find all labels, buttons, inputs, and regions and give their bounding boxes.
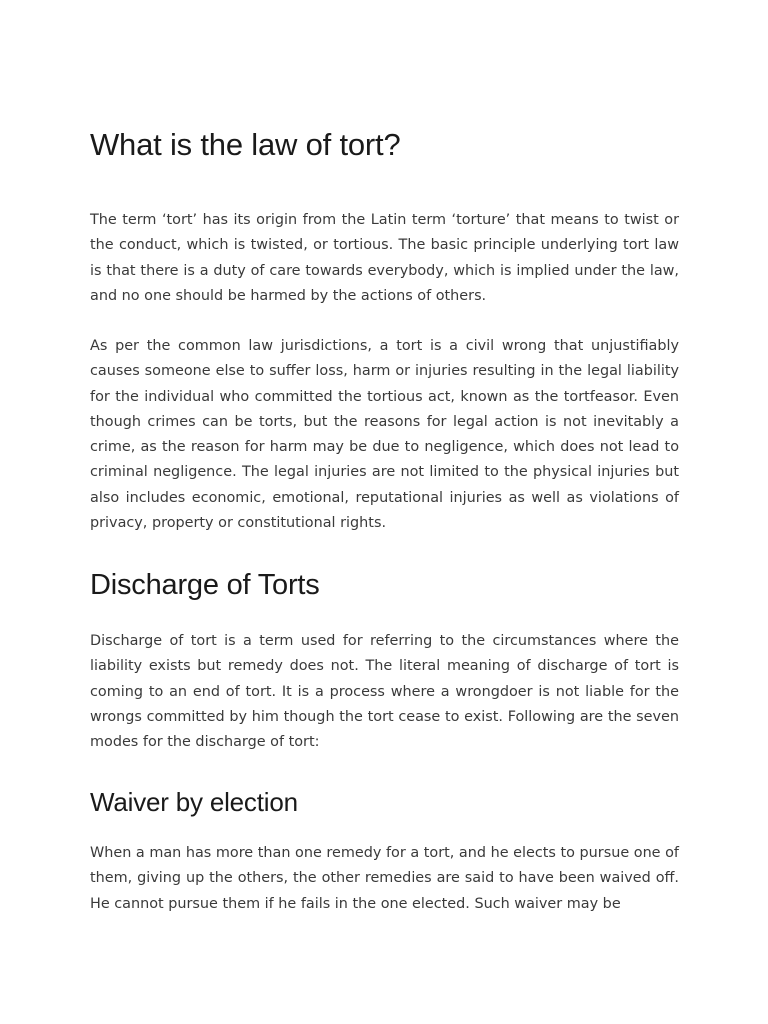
heading-law-of-tort: What is the law of tort? [90,127,401,162]
paragraph-discharge-definition: Discharge of tort is a term used for referring to the circumstances where the liability exists but remedy does not. The literal meaning of discharge of tort is coming to an end of tort. It is a process where a wrongdoer is not liable for the wrongs committed by him though the tort cease to exist. Following are the seven modes for the discharge of tort: [90,633,679,751]
paragraph-waiver-by-election: When a man has more than one remedy for a tort, and he elects to pursue one of them, giving up the others, the other remedies are said to have been waived off. He cannot pursue them if he fails in the one elected. Such waiver may be [90,845,679,912]
heading-waiver-by-election: Waiver by election [90,787,298,817]
paragraph-common-law-definition: As per the common law jurisdictions, a tort is a civil wrong that unjustifiably causes someone else to suffer loss, harm or injuries resulting in the legal liability for the individual who committed the tortious act, known as the tortfeasor. Even though crimes can be torts, but the reasons for legal action is not inevitably a crime, as the reason for harm may be due to negligence, which does not lead to criminal negligence. The legal injuries are not limited to the physical injuries but also includes economic, emotional, reputational injuries as well as violations of privacy, property or constitutional rights. [90,338,679,532]
paragraph-origin-of-tort: The term ‘tort’ has its origin from the Latin term ‘torture’ that means to twist or the conduct, which is twisted, or tortious. The basic principle underlying tort law is that there is a duty of care towards everybody, which is implied under the law, and no one should be harmed by the actions of others. [90,212,679,304]
heading-discharge-of-torts: Discharge of Torts [90,569,320,601]
